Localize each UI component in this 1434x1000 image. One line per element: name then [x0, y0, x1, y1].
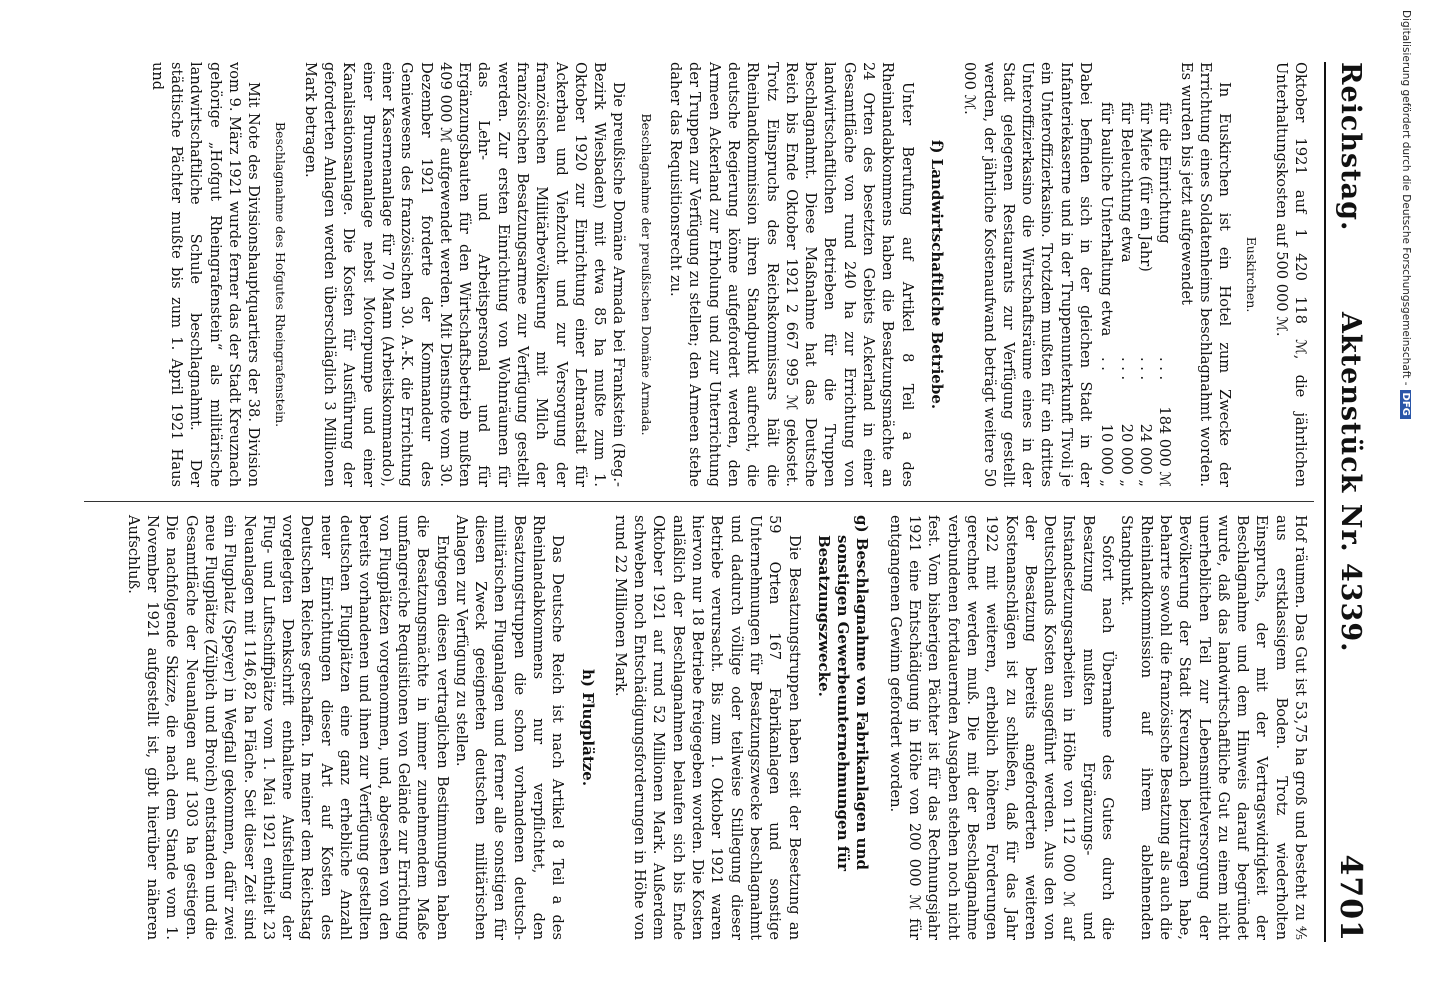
- subheading-armada: Beschlagnahme der preußischen Domäne Armada.: [638, 113, 654, 436]
- header-document-number: Aktenstück Nr. 4339.: [1335, 312, 1366, 653]
- leader-dots: . . .: [1136, 357, 1154, 381]
- page-number: 4701: [1333, 854, 1368, 942]
- left-column: [147, 62, 1310, 487]
- cost-amount: 10 000 „: [1098, 423, 1116, 487]
- section-heading-f: f) Landwirtschaftliche Betriebe.: [927, 139, 946, 410]
- cost-row: [1116, 102, 1135, 487]
- cost-label: für Beleuchtung etwa: [1117, 102, 1135, 263]
- cost-label: für die Einrichtung: [1156, 102, 1174, 244]
- section-heading-g: g) Beschlagnahme von Fabrikanlagen und sonstigen Gewerbeunternehmungen für Besatzungszwecke.: [814, 515, 872, 871]
- paragraph: Die preußische Domäne Armada bei Frankstein (Reg.-Bezirk Wiesbaden) mit etwa 85 ha mußte zum 1. Oktober 1920 zur Einrichtung einer Lehranstalt für Ackerbau und Viehzucht und zur Versorgung der französischen Militärbevölkerung mit Milch der französischen Besatzungsarmee zur Verfügung gestellt werden. Zur ersten Einrichtung von Wohnräumen für das Lehr- und Arbeitspersonal und für Ergänzungsbauten für den Wirtschaftsbetrieb mußten 409 000 ℳ aufgewendet werden. Mit Dienstnote vom 30. Dezember 1921 forderte der Kommandeur des Geniewesens des französischen 30. A.-K. die Errichtung einer Kasernenanlage für 70 Mann (Arbeitskommando), einer Brunnenanlage nebst Motorpumpe und einer Kanalisationsanlage. Die Kosten für Ausführung der geforderten Anlagen werden überschläglich 3 Millionen Mark betragen.: [301, 62, 628, 487]
- paragraph: In Euskirchen ist ein Hotel zum Zwecke der Errichtung eines Soldatenheims beschlagnahmt worden. Es wurden bis jetzt aufgewendet: [1177, 62, 1234, 487]
- column-divider: [84, 501, 1314, 502]
- credit-text: Digitalisierung gefördert durch die Deutsche Forschungsgemeinschaft -: [1400, 10, 1412, 386]
- paragraph: Das Deutsche Reich ist nach Artikel 8 Teil a des Rheinlandabkommens nur verpflichtet, den Besatzungstruppen die schon vorhandenen deutsch-militärischen Fluganlagen und ferner alle sonstigen für diesen Zweck geeigneten deutschen militärischen Anlagen zur Verfügung zu stellen.: [452, 515, 567, 940]
- paragraph: Mit Note des Divisionshauptquartiers der 38. Division vom 9. März 1921 wurde ferner das der Stadt Kreuznach gehörige „Hofgut Rheingrafenstein“ als militärische landwirtschaftliche Schule beschlagnahmt. Der städtische Pächter mußte bis zum 1. April 1921 Haus und: [148, 62, 263, 487]
- cost-row: [1155, 102, 1174, 487]
- subheading-rheingrafenstein: Beschlagnahme des Hofgutes Rheingrafenstein.: [273, 121, 289, 428]
- cost-amount: 20 000 „: [1117, 423, 1135, 487]
- subheading-euskirchen: Euskirchen.: [1244, 236, 1260, 313]
- paragraph: Unter Berufung auf Artikel 8 Teil a des Rheinlandabkommens haben die Besatzungsmächte an 24 Orten des besetzten Gebiets Ackerland in einer Gesamtfläche von rund 240 ha zur Errichtung von landwirtschaftlichen Betrieben für die Truppen beschlagnahmt. Diese Maßnahme hat das Deutsche Reich bis Ende Oktober 1921 2 667 995 ℳ gekostet. Trotz Einspruchs des Reichskommissars hält die Rheinlandkommission ihren Standpunkt aufrecht, die deutsche Regierung könne aufgefordert werden, den Armeen Ackerland zur Erholung und zur Unterrichtung der Truppen zur Verfügung zu stellen; den Armeen stehe daher das Requisitionsrecht zu.: [667, 62, 916, 487]
- cost-amount: 24 000 „: [1136, 423, 1154, 487]
- leader-dots: . . .: [1156, 357, 1174, 381]
- page-header: [1324, 62, 1370, 942]
- cost-row: [1136, 102, 1155, 487]
- document-page: [75, 62, 1370, 942]
- cost-table: [1097, 102, 1174, 487]
- header-institution: Reichstag.: [1335, 62, 1366, 232]
- cost-label: für Miete (für ein Jahr): [1136, 102, 1154, 272]
- paragraph: Hof räumen. Das Gut ist 53,75 ha groß und besteht zu ⁴⁄₅ aus erstklassigem Boden. Trotz wiederholten Einspruchs, der mit der Vertragswidrigkeit der Beschlagnahme und dem Hinweis darauf begründet wurde, daß das landwirtschaftliche Gut zu einem nicht unerheblichen Teil zur Lebensmittelversorgung der Bevölkerung der Stadt Kreuznach beizutragen habe, beharrte sowohl die französische Besatzung als auch die Rheinlandkommission auf ihrem ablehnenden Standpunkt.: [1118, 515, 1309, 940]
- leader-dots: . .: [1098, 357, 1116, 371]
- paragraph: Dabei befinden sich in der gleichen Stadt in der Infanteriekaserne und in der Truppenunterkunft Tivoli je ein Unteroffizierkasino. Trotzdem mußten für ein drittes Unteroffizierkasino die Wirtschaftsräume eines in der Stadt gelegenen Restaurants zur Verfügung gestellt werden, der jährliche Kostenaufwand beträgt weitere 50 000 ℳ.: [961, 62, 1095, 487]
- paragraph: Entgegen diesen vertraglichen Bestimmungen haben die Besatzungsmächte in immer zunehmendem Maße umfangreiche Requisitionen von Gelände zur Errichtung von Flugplätzen vorgenommen, und, abgesehen von den bereits vorhandenen und ihnen zur Verfügung gestellten deutschen Flugplätzen eine ganz erhebliche Anzahl neuer Einrichtungen dieser Art auf Kosten des Deutschen Reiches geschaffen. In meiner dem Reichstag vorgelegten Denkschrift enthaltene Aufstellung der Flug- und Luftschiffplätze vom 1. Mai 1921 enthielt 23 Neuanlagen mit 1146,82 ha Fläche. Seit dieser Zeit sind ein Flugplatz (Speyer) in Wegfall gekommen, dafür zwei neue Flugplätze (Zülpich und Broich) entstanden und die Gesamtfläche der Neuanlagen auf 1303 ha gestiegen. Die nachfolgende Skizze, die nach dem Stande vom 1. November 1921 aufgestellt ist, gibt hierüber näheren Aufschluß.: [124, 515, 451, 940]
- right-column: [123, 515, 1310, 940]
- digitization-credit: [1392, 10, 1412, 990]
- cost-row: [1097, 102, 1116, 487]
- paragraph: Oktober 1921 auf 1 420 118 ℳ, die jährlichen Unterhaltungskosten auf 500 000 ℳ.: [1272, 62, 1309, 487]
- cost-amount: 184 000 ℳ: [1156, 406, 1174, 487]
- paragraph: Sofort nach Übernahme des Gutes durch die Besatzung mußten Ergänzungs- und Instandsetzungsarbeiten in Höhe von 112 000 ℳ auf Deutschlands Kosten ausgeführt werden. Aus den von der Besatzung bereits angeforderten weiteren Kostenanschlägen ist zu schließen, daß für das Jahr 1922 mit weiteren, erheblich höheren Forderungen gerechnet werden muß. Die mit der Beschlagnahme verbundenen fortdauernden Ausgaben stehen noch nicht fest. Vom bisherigen Pächter ist für das Rechnungsjahr 1921 eine Entschädigung in Höhe von 200 000 ℳ für entgangenen Gewinn gefordert worden.: [886, 515, 1117, 940]
- leader-dots: . . .: [1117, 357, 1135, 381]
- paragraph: Die Besatzungstruppen haben seit der Besetzung an 59 Orten 167 Fabrikanlagen und sonstige Unternehmungen für Besatzungszwecke beschlagnahmt und dadurch völlige oder teilweise Stillegung dieser Betriebe verursacht. Bis zum 1. Oktober 1921 waren hiervon nur 18 Betriebe freigegeben worden. Die Kosten anläßlich der Beschlagnahmen belaufen sich bis Ende Oktober 1921 auf rund 52 Millionen Mark. Außerdem schweben noch Entschädigungsforderungen in Höhe von rund 22 Millionen Mark.: [611, 515, 803, 940]
- dfg-logo: DFG: [1400, 390, 1411, 419]
- cost-label: für bauliche Unterhaltung etwa: [1098, 102, 1116, 337]
- section-heading-h: h) Flugplätze.: [578, 668, 597, 787]
